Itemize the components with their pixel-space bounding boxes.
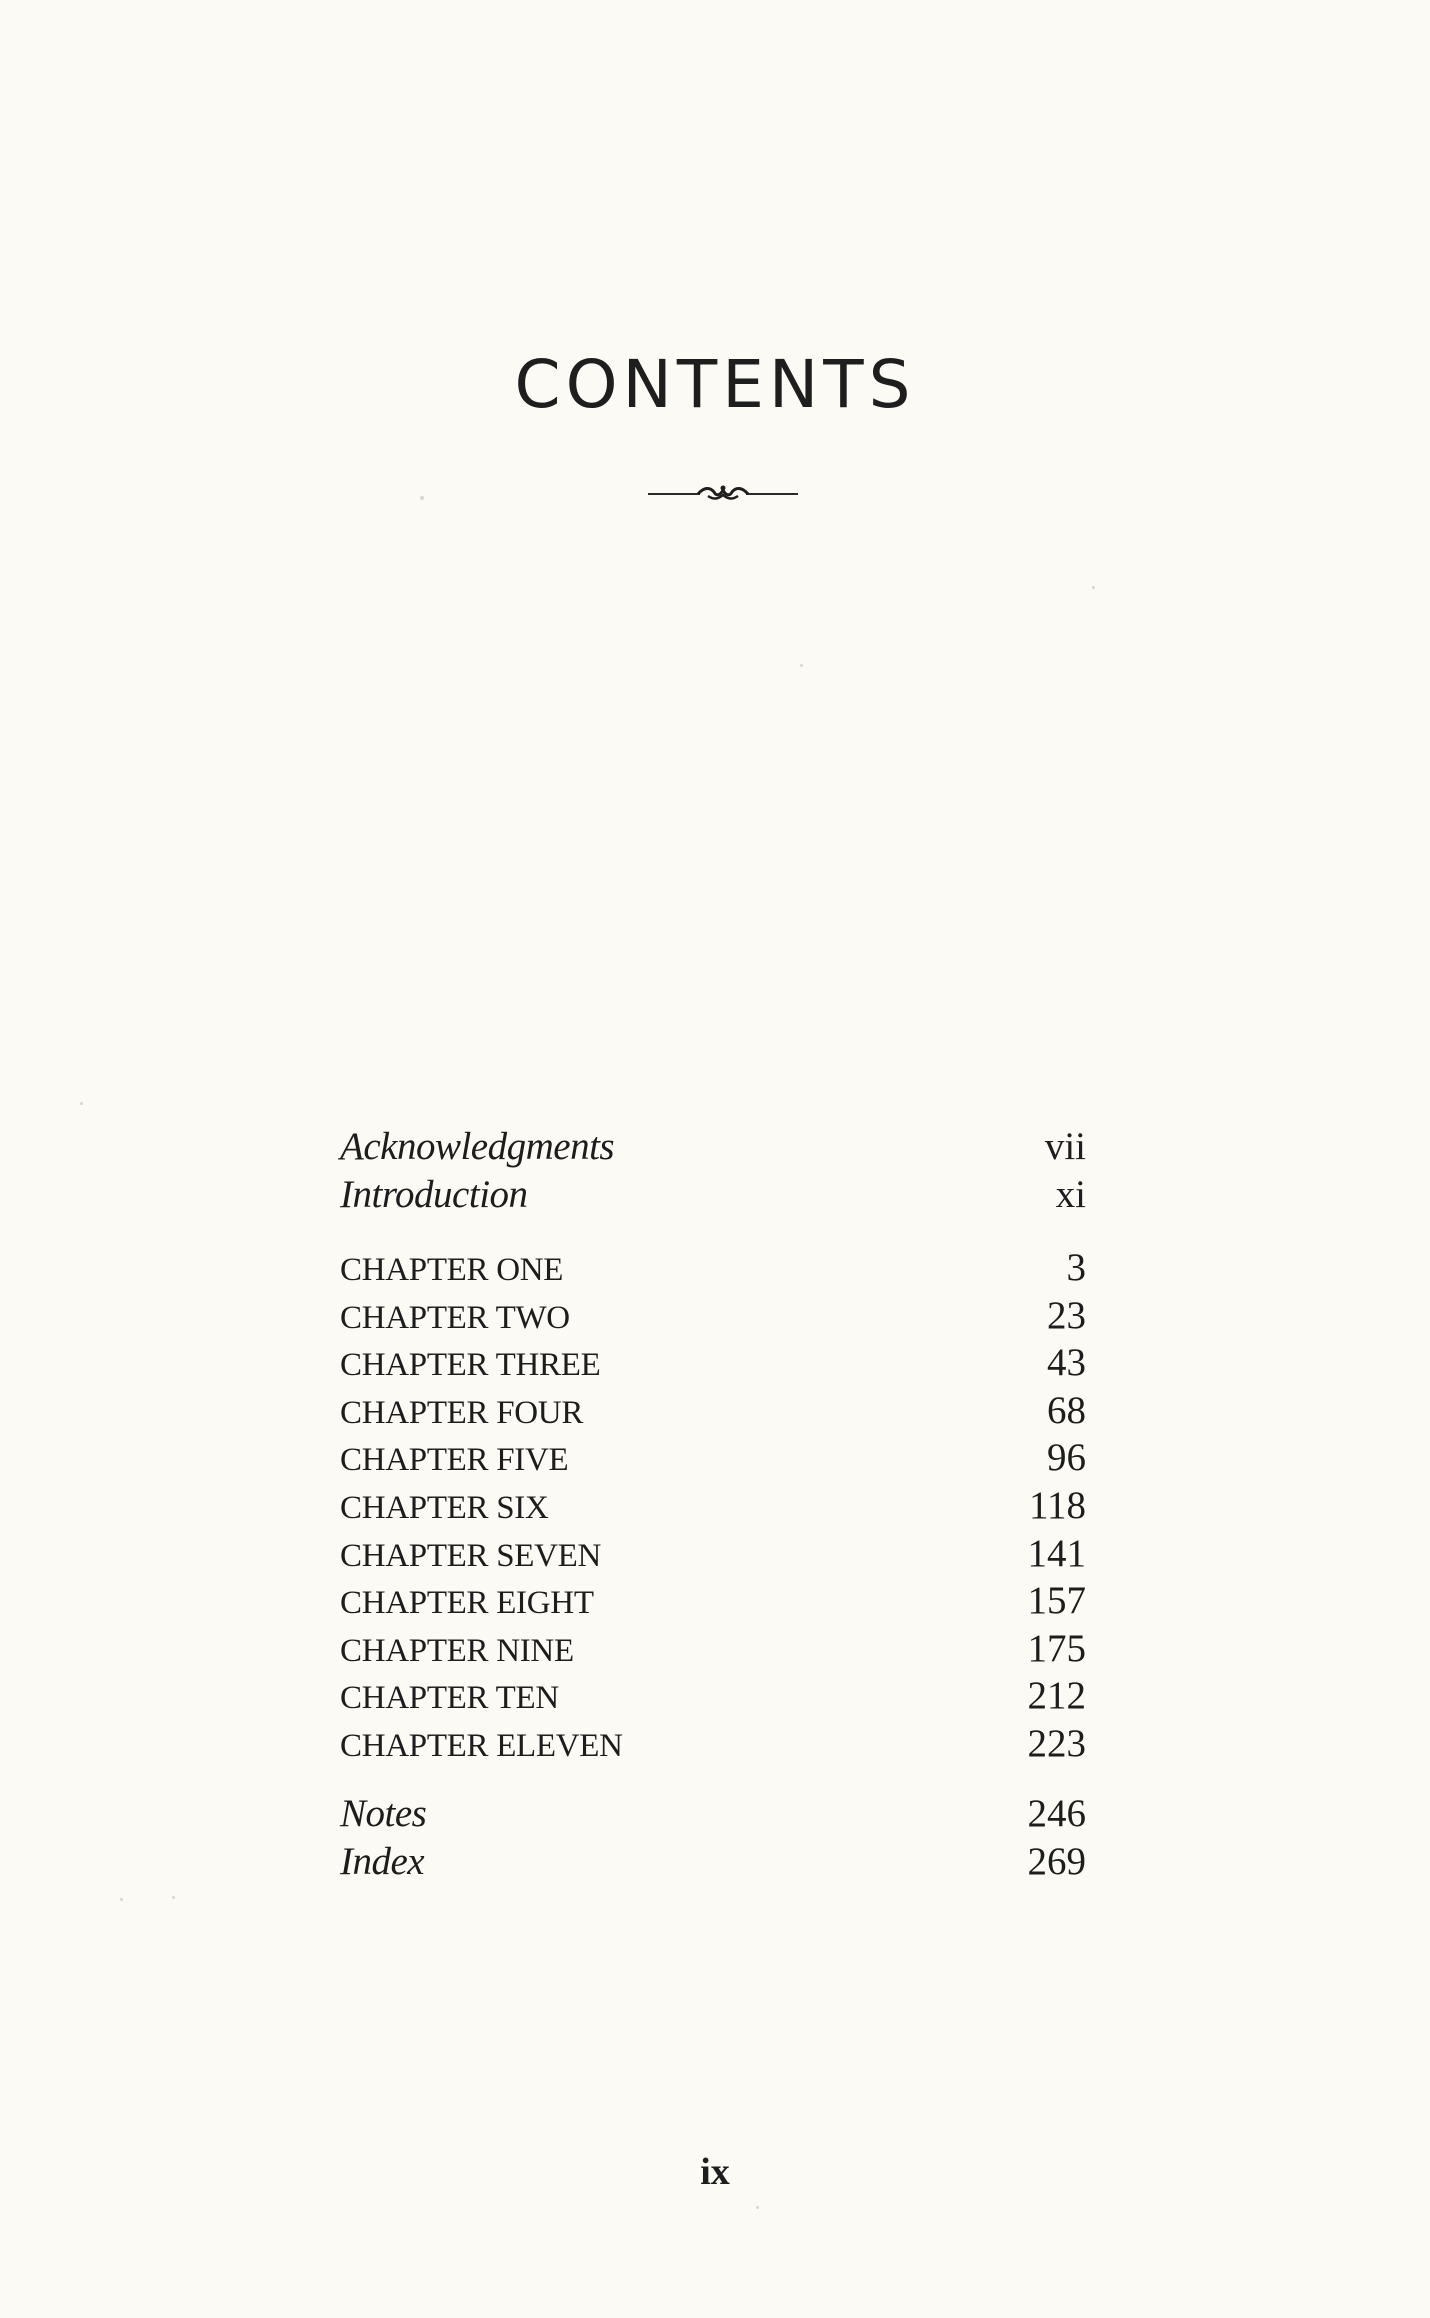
toc-entry-page: 175 (1027, 1626, 1086, 1670)
toc-entry-chapter-one[interactable] (340, 1245, 1086, 1293)
page-title: CONTENTS (514, 346, 916, 423)
toc-entry-page: 3 (1066, 1246, 1086, 1289)
section-spacer (340, 1220, 1086, 1245)
toc-entry-chapter-six[interactable] (340, 1483, 1086, 1531)
toc-entry-chapter-seven[interactable] (340, 1531, 1086, 1579)
toc-entry-label: CHAPTER ELEVEN (340, 1727, 623, 1764)
paper-speck (800, 664, 803, 667)
toc-entry-page: 157 (1027, 1579, 1086, 1623)
toc-entry-page: vii (1044, 1125, 1086, 1168)
decorative-rule-flourish-icon (648, 478, 798, 508)
toc-entry-page: 223 (1027, 1721, 1086, 1765)
toc-entry-chapter-three[interactable] (340, 1340, 1086, 1388)
section-spacer (340, 1769, 1086, 1791)
toc-entry-chapter-eight[interactable] (340, 1578, 1086, 1626)
toc-entry-chapter-five[interactable] (340, 1435, 1086, 1483)
paper-speck (80, 1102, 83, 1105)
toc-entry-label: Index (340, 1839, 425, 1883)
toc-entry-chapter-eleven[interactable] (340, 1721, 1086, 1769)
toc-entry-acknowledgments[interactable] (340, 1124, 1086, 1172)
toc-entry-label: Acknowledgments (340, 1125, 615, 1168)
toc-entry-label: Introduction (340, 1173, 528, 1216)
paper-speck (1092, 586, 1095, 589)
toc-entry-page: 23 (1047, 1293, 1086, 1337)
toc-entry-page: xi (1055, 1173, 1086, 1216)
toc-entry-page: 43 (1047, 1341, 1086, 1385)
toc-entry-chapter-nine[interactable] (340, 1626, 1086, 1674)
toc-entry-label: CHAPTER TWO (340, 1299, 570, 1336)
toc-entry-page: 68 (1047, 1388, 1086, 1432)
toc-entry-label: CHAPTER SIX (340, 1489, 549, 1526)
toc-entry-page: 246 (1027, 1791, 1086, 1835)
toc-entry-page: 269 (1027, 1839, 1086, 1883)
toc-entry-chapter-ten[interactable] (340, 1673, 1086, 1721)
toc-entry-page: 212 (1027, 1674, 1086, 1718)
toc-entry-chapter-four[interactable] (340, 1388, 1086, 1436)
toc-entry-label: CHAPTER TEN (340, 1680, 559, 1717)
toc-entry-label: CHAPTER NINE (340, 1632, 574, 1669)
paper-speck (120, 1898, 123, 1901)
toc-entry-label: CHAPTER FIVE (340, 1442, 569, 1479)
toc-entry-introduction[interactable] (340, 1172, 1086, 1220)
toc-entry-page: 141 (1027, 1531, 1086, 1575)
toc-entry-label: Notes (340, 1791, 427, 1835)
toc-entry-index[interactable] (340, 1839, 1086, 1887)
paper-speck (756, 2206, 759, 2209)
toc-entry-label: CHAPTER ONE (340, 1252, 564, 1288)
toc-entry-chapter-two[interactable] (340, 1293, 1086, 1341)
paper-speck (172, 1896, 175, 1899)
page-number: ix (700, 2151, 730, 2193)
table-of-contents (340, 1124, 1086, 1887)
toc-entry-label: CHAPTER FOUR (340, 1394, 584, 1431)
toc-entry-label: CHAPTER SEVEN (340, 1537, 602, 1574)
toc-entry-page: 96 (1047, 1436, 1086, 1480)
paper-speck (420, 496, 424, 500)
toc-entry-label: CHAPTER THREE (340, 1347, 601, 1384)
toc-entry-page: 118 (1028, 1483, 1086, 1527)
toc-entry-notes[interactable] (340, 1791, 1086, 1839)
toc-entry-label: CHAPTER EIGHT (340, 1585, 594, 1622)
